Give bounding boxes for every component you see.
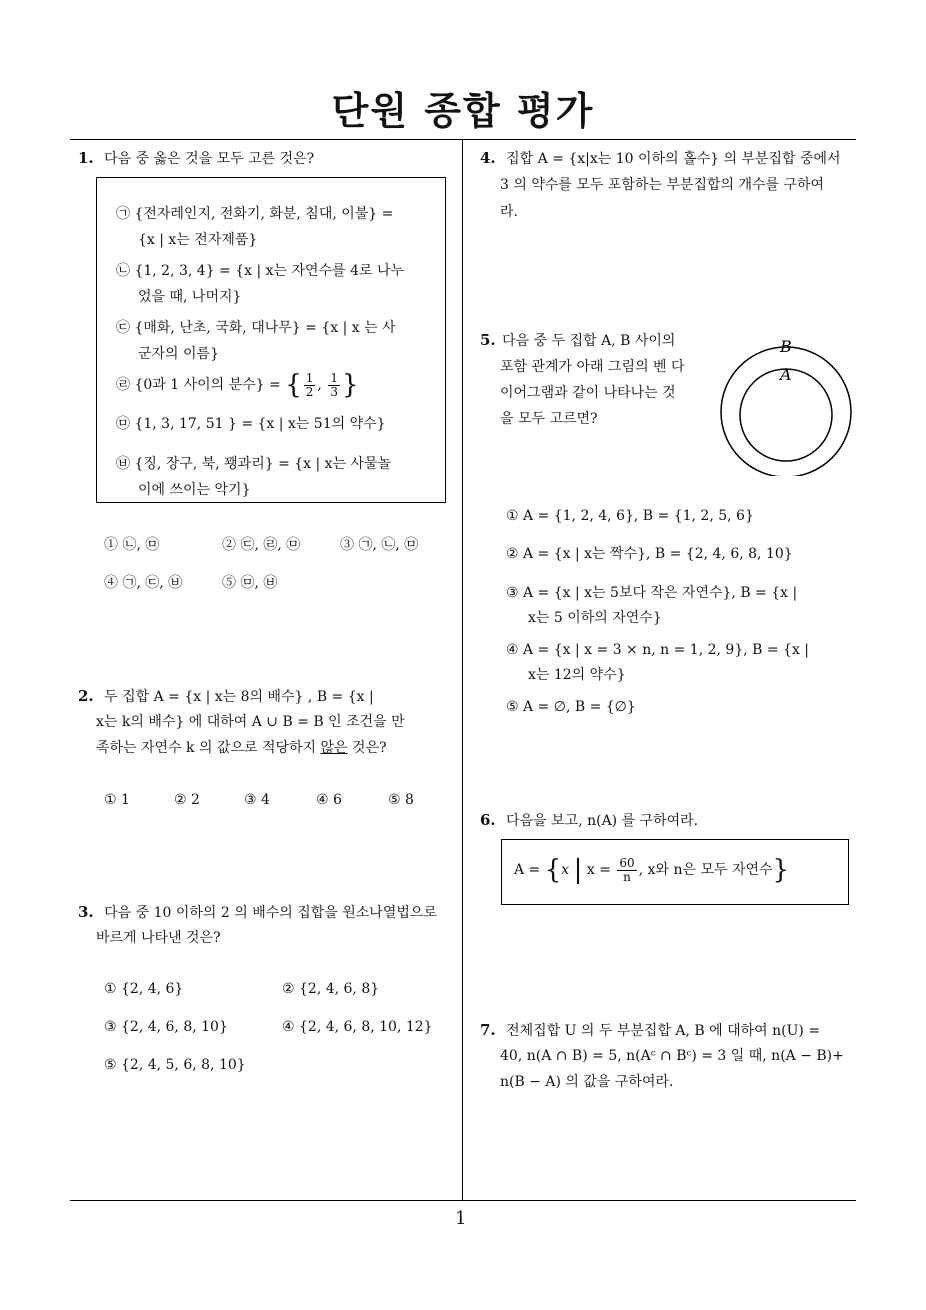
q1-item-2 bbox=[116, 258, 404, 284]
q1-item-mark: ㉥ bbox=[116, 456, 130, 472]
q5-choice-1[interactable]: ① A = {1, 2, 4, 6}, B = {1, 2, 5, 6} bbox=[506, 508, 754, 524]
page-title: 단원 종합 평가 bbox=[331, 89, 595, 133]
q1-item-mark: ㉤ bbox=[116, 416, 130, 432]
q1-choice-1[interactable]: ① ㉡, ㉤ bbox=[104, 537, 160, 553]
q1-number: 1. bbox=[78, 149, 94, 167]
q7-line-3: n(B − A) 의 값을 구하여라. bbox=[500, 1074, 674, 1090]
fraction: $\frac{1}{2}$ bbox=[305, 370, 314, 399]
q7-line-2: 40, n(A ∩ B) = 5, n(Aᶜ ∩ Bᶜ) = 3 일 때, n(A − B)+ bbox=[500, 1048, 844, 1064]
q6-lhs: A = bbox=[514, 862, 541, 878]
q5-choice-4[interactable]: ④ A = {x | x = 3 × n, n = 1, 2, 9}, B = {x | bbox=[506, 642, 810, 658]
q6-suffix: , x와 n은 모두 자연수 bbox=[638, 862, 773, 878]
q1-choice-4[interactable]: ④ ㉠, ㉢, ㉥ bbox=[104, 575, 183, 591]
q2-choice-3[interactable]: ③ 4 bbox=[244, 792, 270, 808]
q1-item-line: {1, 3, 17, 51 } = {x | x는 51의 약수} bbox=[134, 416, 386, 432]
q5-number: 5. bbox=[480, 331, 496, 349]
q5-choice-3-cont: x는 5 이하의 자연수} bbox=[528, 610, 662, 626]
q2-emphasis: 않은 bbox=[320, 740, 348, 756]
page-number: 1 bbox=[455, 1208, 467, 1229]
q1-item-line: {전자레인지, 전화기, 화분, 침대, 이불} = bbox=[134, 206, 394, 222]
q1-item-1 bbox=[116, 201, 393, 227]
q3-stem bbox=[78, 899, 437, 926]
q5-choice-2[interactable]: ② A = {x | x는 짝수}, B = {2, 4, 6, 8, 10} bbox=[506, 546, 793, 562]
q3-choice-5[interactable]: ⑤ {2, 4, 5, 6, 8, 10} bbox=[104, 1057, 246, 1073]
q6-number: 6. bbox=[480, 811, 496, 829]
q2-choice-4[interactable]: ④ 6 bbox=[316, 792, 342, 808]
q1-item-mark: ㉠ bbox=[116, 206, 130, 222]
q1-item-mark: ㉣ bbox=[116, 377, 130, 393]
q2-line-2: x는 k의 배수} 에 대하여 A ∪ B = B 인 조건을 만 bbox=[96, 714, 405, 730]
brace-open: { bbox=[285, 370, 302, 400]
venn-label-b: B bbox=[780, 337, 792, 356]
q1-item-3 bbox=[116, 315, 396, 341]
column-divider bbox=[462, 139, 463, 1201]
venn-diagram bbox=[716, 330, 856, 476]
q4-line-2: 3 의 약수를 모두 포함하는 부분집합의 개수를 구하여 bbox=[500, 177, 825, 193]
q7-stem bbox=[480, 1017, 820, 1044]
bottom-rule bbox=[70, 1200, 856, 1201]
top-rule bbox=[70, 139, 856, 140]
q2-stem bbox=[78, 683, 374, 710]
q1-item-2-cont: 었을 때, 나머지} bbox=[138, 289, 242, 305]
q1-item-prefix: {0과 1 사이의 분수} = bbox=[134, 377, 281, 393]
q6-mid: x = bbox=[586, 862, 611, 878]
q3-line: 다음 중 10 이하의 2 의 배수의 집합을 원소나열법으로 bbox=[104, 905, 437, 921]
q2-line: 두 집합 A = {x | x는 8의 배수} , B = {x | bbox=[104, 689, 374, 705]
q5-line-2: 포함 관계가 아래 그림의 벤 다 bbox=[500, 359, 685, 375]
q1-item-6 bbox=[116, 451, 391, 477]
q3-choice-1[interactable]: ① {2, 4, 6} bbox=[104, 981, 184, 997]
q4-stem bbox=[480, 145, 841, 172]
q1-text: 다음 중 옳은 것을 모두 고른 것은? bbox=[104, 151, 315, 167]
q2-choice-2[interactable]: ② 2 bbox=[174, 792, 200, 808]
q4-line-3: 라. bbox=[500, 204, 518, 220]
q3-line-2: 바르게 나타낸 것은? bbox=[96, 930, 221, 946]
q1-choice-5[interactable]: ⑤ ㉤, ㉥ bbox=[222, 575, 278, 591]
q2-number: 2. bbox=[78, 687, 94, 705]
q4-number: 4. bbox=[480, 149, 496, 167]
q5-stem bbox=[480, 327, 675, 354]
set-divider: | bbox=[573, 855, 583, 885]
venn-label-a: A bbox=[780, 365, 792, 384]
q1-item-4: ㉣ {0과 1 사이의 분수} = { $\frac{1}{2}$ , $\frac{1}{3}$ } bbox=[116, 370, 359, 400]
q5-line: 다음 중 두 집합 A, B 사이의 bbox=[502, 333, 676, 349]
q1-item-line: {1, 2, 3, 4} = {x | x는 자연수를 4로 나누 bbox=[134, 263, 404, 279]
q2-line-3b: 것은? bbox=[347, 740, 387, 756]
q1-item-line: {매화, 난초, 국화, 대나무} = {x | x 는 사 bbox=[134, 320, 396, 336]
q1-choice-3[interactable]: ③ ㉠, ㉡, ㉤ bbox=[340, 537, 419, 553]
q2-line-3 bbox=[96, 735, 387, 761]
q3-choice-3[interactable]: ③ {2, 4, 6, 8, 10} bbox=[104, 1019, 228, 1035]
q4-line: 집합 A = {x|x는 10 이하의 홀수} 의 부분집합 중에서 bbox=[506, 151, 841, 167]
q2-choice-5[interactable]: ⑤ 8 bbox=[388, 792, 414, 808]
q7-line: 전체집합 U 의 두 부분집합 A, B 에 대하여 n(U) = bbox=[506, 1023, 821, 1039]
q1-choice-2[interactable]: ② ㉢, ㉣, ㉤ bbox=[222, 537, 301, 553]
q5-line-3: 이어그램과 같이 나타나는 것 bbox=[500, 385, 676, 401]
q2-line-3a: 족하는 자연수 k 의 값으로 적당하지 bbox=[96, 740, 321, 756]
q2-choice-1[interactable]: ① 1 bbox=[104, 792, 130, 808]
q1-item-line: {징, 장구, 북, 꽹과리} = {x | x는 사물놀 bbox=[134, 456, 392, 472]
q1-item-6-cont: 이에 쓰이는 악기} bbox=[138, 482, 251, 498]
q6-set-expression bbox=[514, 852, 789, 888]
q1-item-5 bbox=[116, 411, 386, 437]
q5-choice-5[interactable]: ⑤ A = ∅, B = {∅} bbox=[506, 699, 636, 715]
q3-number: 3. bbox=[78, 903, 94, 921]
q7-number: 7. bbox=[480, 1021, 496, 1039]
q1-item-mark: ㉢ bbox=[116, 320, 130, 336]
q5-line-4: 을 모두 고르면? bbox=[500, 411, 598, 427]
q3-choice-4[interactable]: ④ {2, 4, 6, 8, 10, 12} bbox=[282, 1019, 433, 1035]
q1-item-mark: ㉡ bbox=[116, 263, 130, 279]
q1-item-3-cont: 군자의 이름} bbox=[138, 346, 219, 362]
q1-item-1-cont: {x | x는 전자제품} bbox=[138, 232, 258, 248]
q1-stem bbox=[78, 145, 314, 172]
brace-close: } bbox=[772, 855, 790, 885]
q5-choice-4-cont: x는 12의 약수} bbox=[528, 667, 626, 683]
fraction: $\frac{60}{n}$ bbox=[619, 855, 635, 884]
q6-var: x bbox=[561, 862, 570, 878]
q3-choice-2[interactable]: ② {2, 4, 6, 8} bbox=[282, 981, 380, 997]
brace-open: { bbox=[544, 855, 562, 885]
q5-choice-3[interactable]: ③ A = {x | x는 5보다 작은 자연수}, B = {x | bbox=[506, 585, 798, 601]
fraction: $\frac{1}{3}$ bbox=[330, 370, 338, 399]
q6-stem bbox=[480, 807, 698, 834]
brace-close: } bbox=[341, 370, 359, 400]
q6-text: 다음을 보고, n(A) 를 구하여라. bbox=[506, 813, 699, 829]
